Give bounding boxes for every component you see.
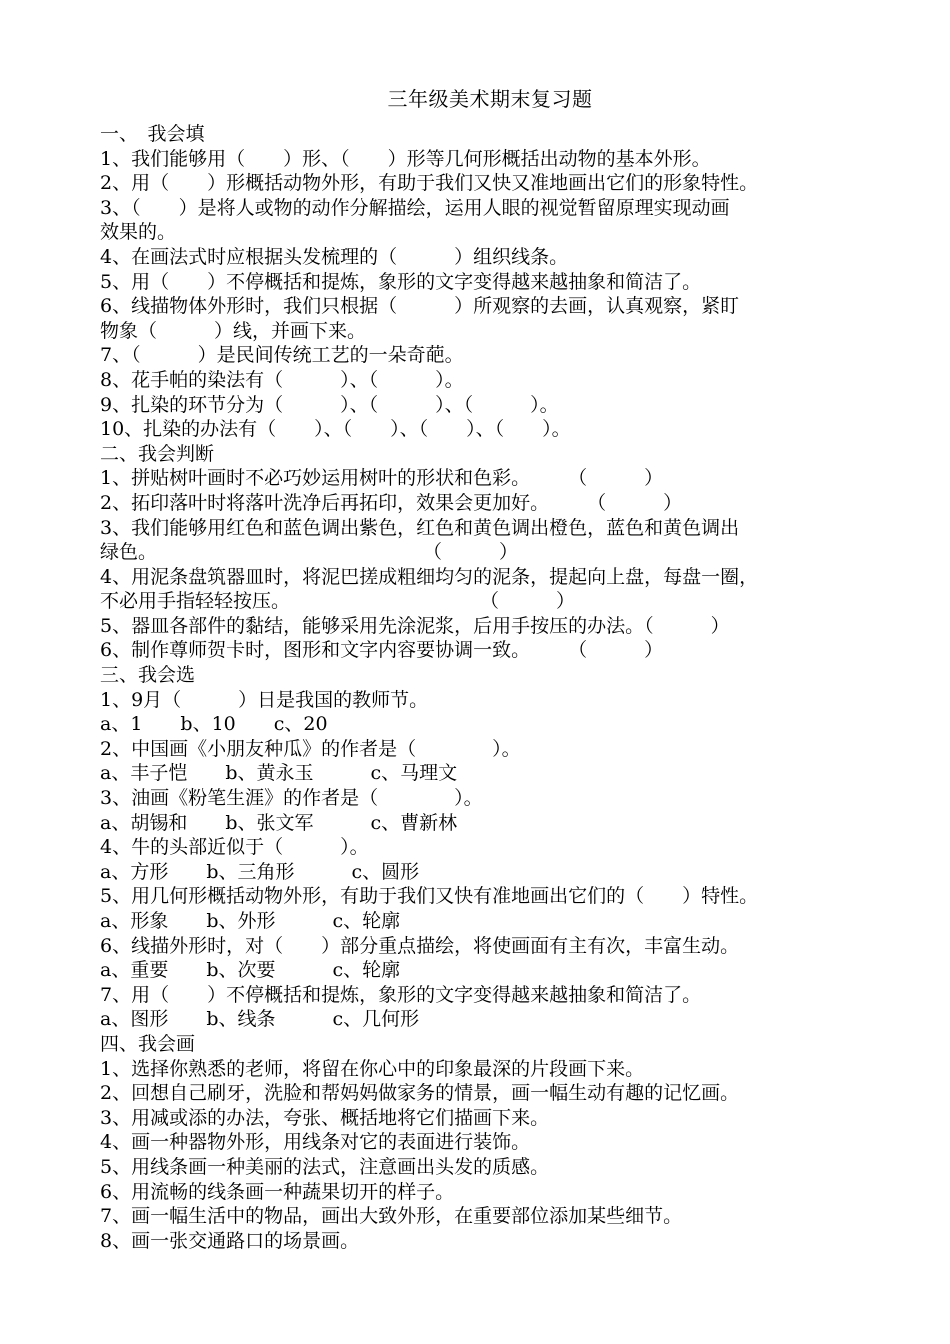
- judge-question-4: 4、用泥条盘筑器皿时，将泥巴搓成粗细均匀的泥条，提起向上盘，每盘一圈，: [100, 565, 759, 588]
- judge-question-3-cont: 绿色。 （ ）: [100, 541, 519, 564]
- document-body: [100, 122, 880, 1253]
- draw-task-5: 5、用线条画一种美丽的法式，注意画出头发的质感。: [100, 1155, 550, 1178]
- fill-question-8: 8、花手帕的染法有（ ）、（ ）。: [100, 368, 464, 391]
- fill-question-3-cont: 效果的。: [100, 221, 177, 244]
- judge-question-4-cont: 不必用手指轻轻按压。 （ ）: [100, 590, 576, 613]
- section-heading-fill: 一、 我会填: [100, 123, 205, 145]
- fill-question-7: 7、（ ）是民间传统工艺的一朵奇葩。: [100, 344, 464, 367]
- choose-options-5: a、形象 b、外形 c、轮廓: [100, 910, 401, 932]
- draw-task-4: 4、画一种器物外形，用线条对它的表面进行装饰。: [100, 1131, 531, 1154]
- section-heading-judge: 二、我会判断: [100, 442, 215, 465]
- draw-task-3: 3、用减或添的办法，夸张、概括地将它们描画下来。: [100, 1106, 550, 1129]
- draw-task-1: 1、选择你熟悉的老师，将留在你心中的印象最深的片段画下来。: [100, 1057, 645, 1080]
- section-heading-choose: 三、我会选: [100, 664, 196, 687]
- choose-question-2: 2、中国画《小朋友种瓜》的作者是（ ）。: [100, 737, 521, 760]
- choose-question-1: 1、9月（ ）日是我国的教师节。: [100, 688, 429, 711]
- judge-question-1: 1、拼贴树叶画时不必巧妙运用树叶的形状和色彩。 （ ）: [100, 467, 664, 490]
- fill-question-2: 2、用（ ）形概括动物外形，有助于我们又快又准地画出它们的形象特性。: [100, 172, 759, 195]
- choose-question-6: 6、线描外形时，对（ ）部分重点描绘，将使画面有主有次，丰富生动。: [100, 934, 740, 957]
- choose-options-2: a、丰子恺 b、黄永玉 c、马理文: [100, 762, 458, 785]
- document-title: 三年级美术期末复习题: [387, 87, 593, 111]
- choose-question-5: 5、用几何形概括动物外形，有助于我们又快有准地画出它们的（ ）特性。: [100, 885, 759, 908]
- judge-question-3: 3、我们能够用红色和蓝色调出紫色，红色和黄色调出橙色，蓝色和黄色调出: [100, 516, 740, 539]
- judge-question-5: 5、器皿各部件的黏结，能够采用先涂泥浆，后用手按压的办法。（ ）: [100, 614, 730, 637]
- draw-task-8: 8、画一张交通路口的场景画。: [100, 1229, 360, 1252]
- fill-question-5: 5、用（ ）不停概括和提炼，象形的文字变得越来越抽象和简洁了。: [100, 270, 702, 293]
- choose-question-3: 3、油画《粉笔生涯》的作者是（ ）。: [100, 787, 483, 810]
- fill-question-4: 4、在画法式时应根据头发梳理的（ ）组织线条。: [100, 245, 569, 268]
- fill-question-6: 6、线描物体外形时，我们只根据（ ）所观察的去画，认真观察，紧盯: [100, 295, 740, 318]
- choose-options-4: a、方形 b、三角形 c、圆形: [100, 860, 420, 883]
- judge-question-6: 6、制作尊师贺卡时，图形和文字内容要协调一致。 （ ）: [100, 639, 664, 662]
- choose-question-4: 4、牛的头部近似于（ ）。: [100, 836, 369, 859]
- fill-question-10: 10、扎染的办法有（ ）、（ ）、（ ）、（ ）。: [100, 418, 571, 441]
- judge-question-2: 2、拓印落叶时将落叶洗净后再拓印，效果会更加好。 （ ）: [100, 491, 683, 514]
- fill-question-1: 1、我们能够用（ ）形、（ ）形等几何形概括出动物的基本外形。: [100, 147, 711, 170]
- fill-question-6-cont: 物象（ ）线，并画下来。: [100, 319, 367, 342]
- section-heading-draw: 四、我会画: [100, 1032, 196, 1055]
- choose-options-6: a、重要 b、次要 c、轮廓: [100, 959, 401, 982]
- choose-options-1: a、1 b、10 c、20: [100, 713, 328, 736]
- fill-question-3: 3、（ ）是将人或物的动作分解描绘，运用人眼的视觉暂留原理实现动画: [100, 196, 730, 219]
- draw-task-7: 7、画一幅生活中的物品，画出大致外形，在重要部位添加某些细节。: [100, 1205, 683, 1228]
- choose-options-3: a、胡锡和 b、张文军 c、曹新林: [100, 811, 458, 834]
- draw-task-6: 6、用流畅的线条画一种蔬果切开的样子。: [100, 1180, 455, 1203]
- choose-options-7: a、图形 b、线条 c、几何形: [100, 1008, 420, 1031]
- document-page: [100, 84, 880, 1253]
- choose-question-7: 7、用（ ）不停概括和提炼，象形的文字变得越来越抽象和简洁了。: [100, 983, 702, 1006]
- fill-question-9: 9、扎染的环节分为（ ）、（ ）、（ ）。: [100, 393, 559, 416]
- draw-task-2: 2、回想自己刷牙，洗脸和帮妈妈做家务的情景，画一幅生动有趣的记忆画。: [100, 1082, 740, 1105]
